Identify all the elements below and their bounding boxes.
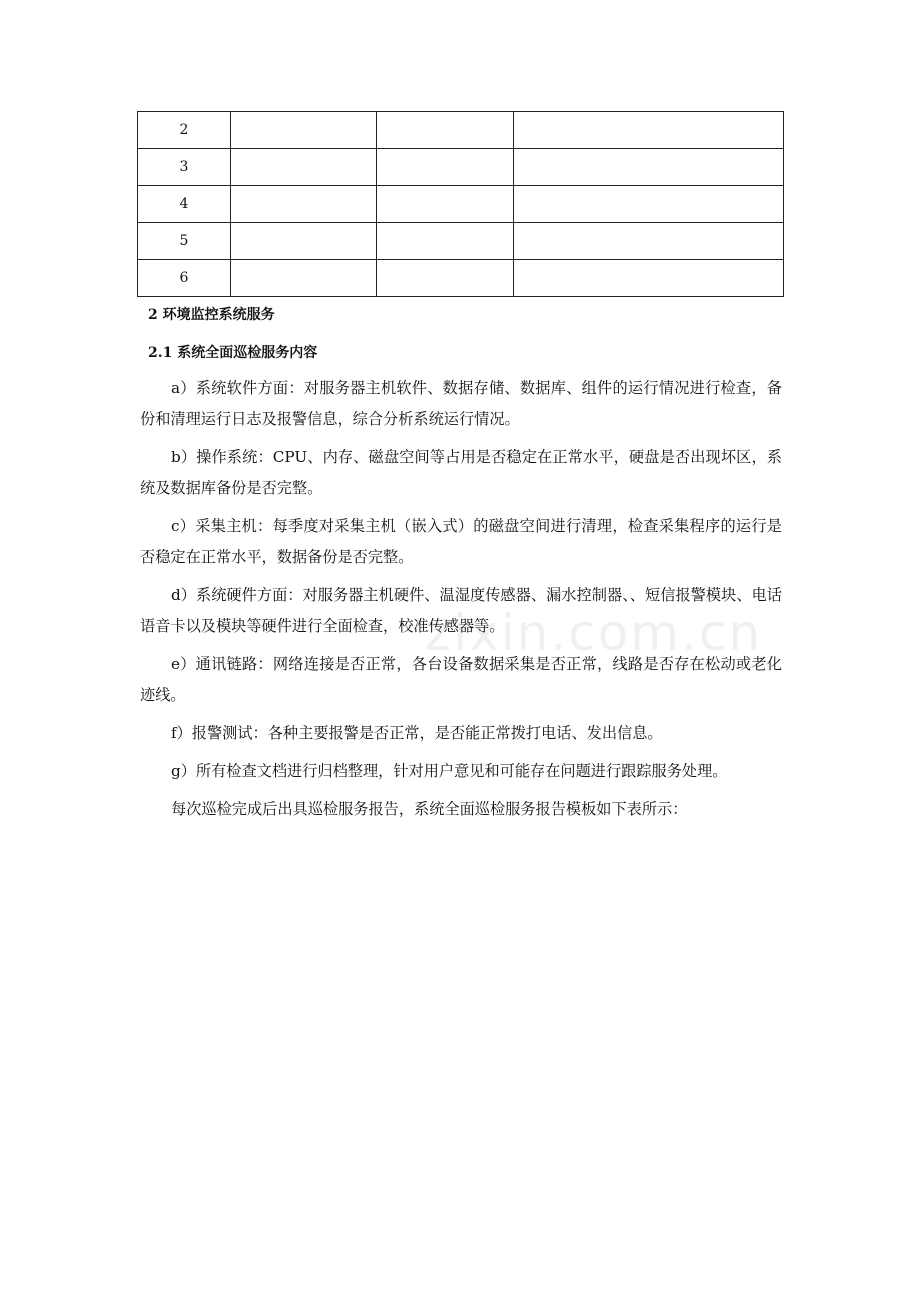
paragraph-summary: 每次巡检完成后出具巡检服务报告，系统全面巡检服务报告模板如下表所示：: [171, 800, 688, 818]
table-cell: [377, 112, 514, 149]
row-number: 2: [138, 112, 231, 149]
table-row: [138, 149, 784, 186]
table-cell: [231, 260, 377, 297]
table-row: [138, 186, 784, 223]
table-cell: [231, 112, 377, 149]
table-cell: [231, 223, 377, 260]
table-row: [138, 223, 784, 260]
paragraph-a: a）系统软件方面：对服务器主机软件、数据存储、数据库、组件的运行情况进行检查，备份和清理运行日志及报警信息，综合分析系统运行情况。: [140, 379, 782, 428]
section-heading: 2 环境监控系统服务: [148, 307, 275, 323]
table-cell: [377, 223, 514, 260]
paragraph-g: g）所有检查文档进行归档整理，针对用户意见和可能存在问题进行跟踪服务处理。: [171, 762, 728, 780]
paragraph-f: f）报警测试：各种主要报警是否正常，是否能正常拨打电话、发出信息。: [171, 724, 663, 742]
table-cell: [514, 260, 784, 297]
inspection-table: [137, 111, 784, 297]
table-cell: [377, 149, 514, 186]
paragraph-b: b）操作系统：CPU、内存、磁盘空间等占用是否稳定在正常水平，硬盘是否出现坏区，系统及数据库备份是否完整。: [140, 448, 782, 497]
paragraph-e: e）通讯链路：网络连接是否正常，各台设备数据采集是否正常，线路是否存在松动或老化迹线。: [140, 655, 782, 704]
row-number: 4: [138, 186, 231, 223]
table-cell: [231, 186, 377, 223]
table-cell: [514, 112, 784, 149]
table-cell: [377, 260, 514, 297]
row-number: 3: [138, 149, 231, 186]
paragraph-c: c）采集主机：每季度对采集主机（嵌入式）的磁盘空间进行清理，检查采集程序的运行是否稳定在正常水平，数据备份是否完整。: [140, 517, 782, 566]
paragraph-d: d）系统硬件方面：对服务器主机硬件、温湿度传感器、漏水控制器、、短信报警模块、电话语音卡以及模块等硬件进行全面检查，校准传感器等。: [140, 586, 782, 635]
table-cell: [514, 186, 784, 223]
subsection-heading: 2.1 系统全面巡检服务内容: [148, 345, 318, 361]
watermark: zixin.com.cn: [425, 604, 763, 662]
table-row: [138, 112, 784, 149]
table-cell: [514, 223, 784, 260]
table-cell: [377, 186, 514, 223]
body-text: [140, 373, 782, 832]
row-number: 6: [138, 260, 231, 297]
table-cell: [231, 149, 377, 186]
table-row: [138, 260, 784, 297]
table-cell: [514, 149, 784, 186]
row-number: 5: [138, 223, 231, 260]
